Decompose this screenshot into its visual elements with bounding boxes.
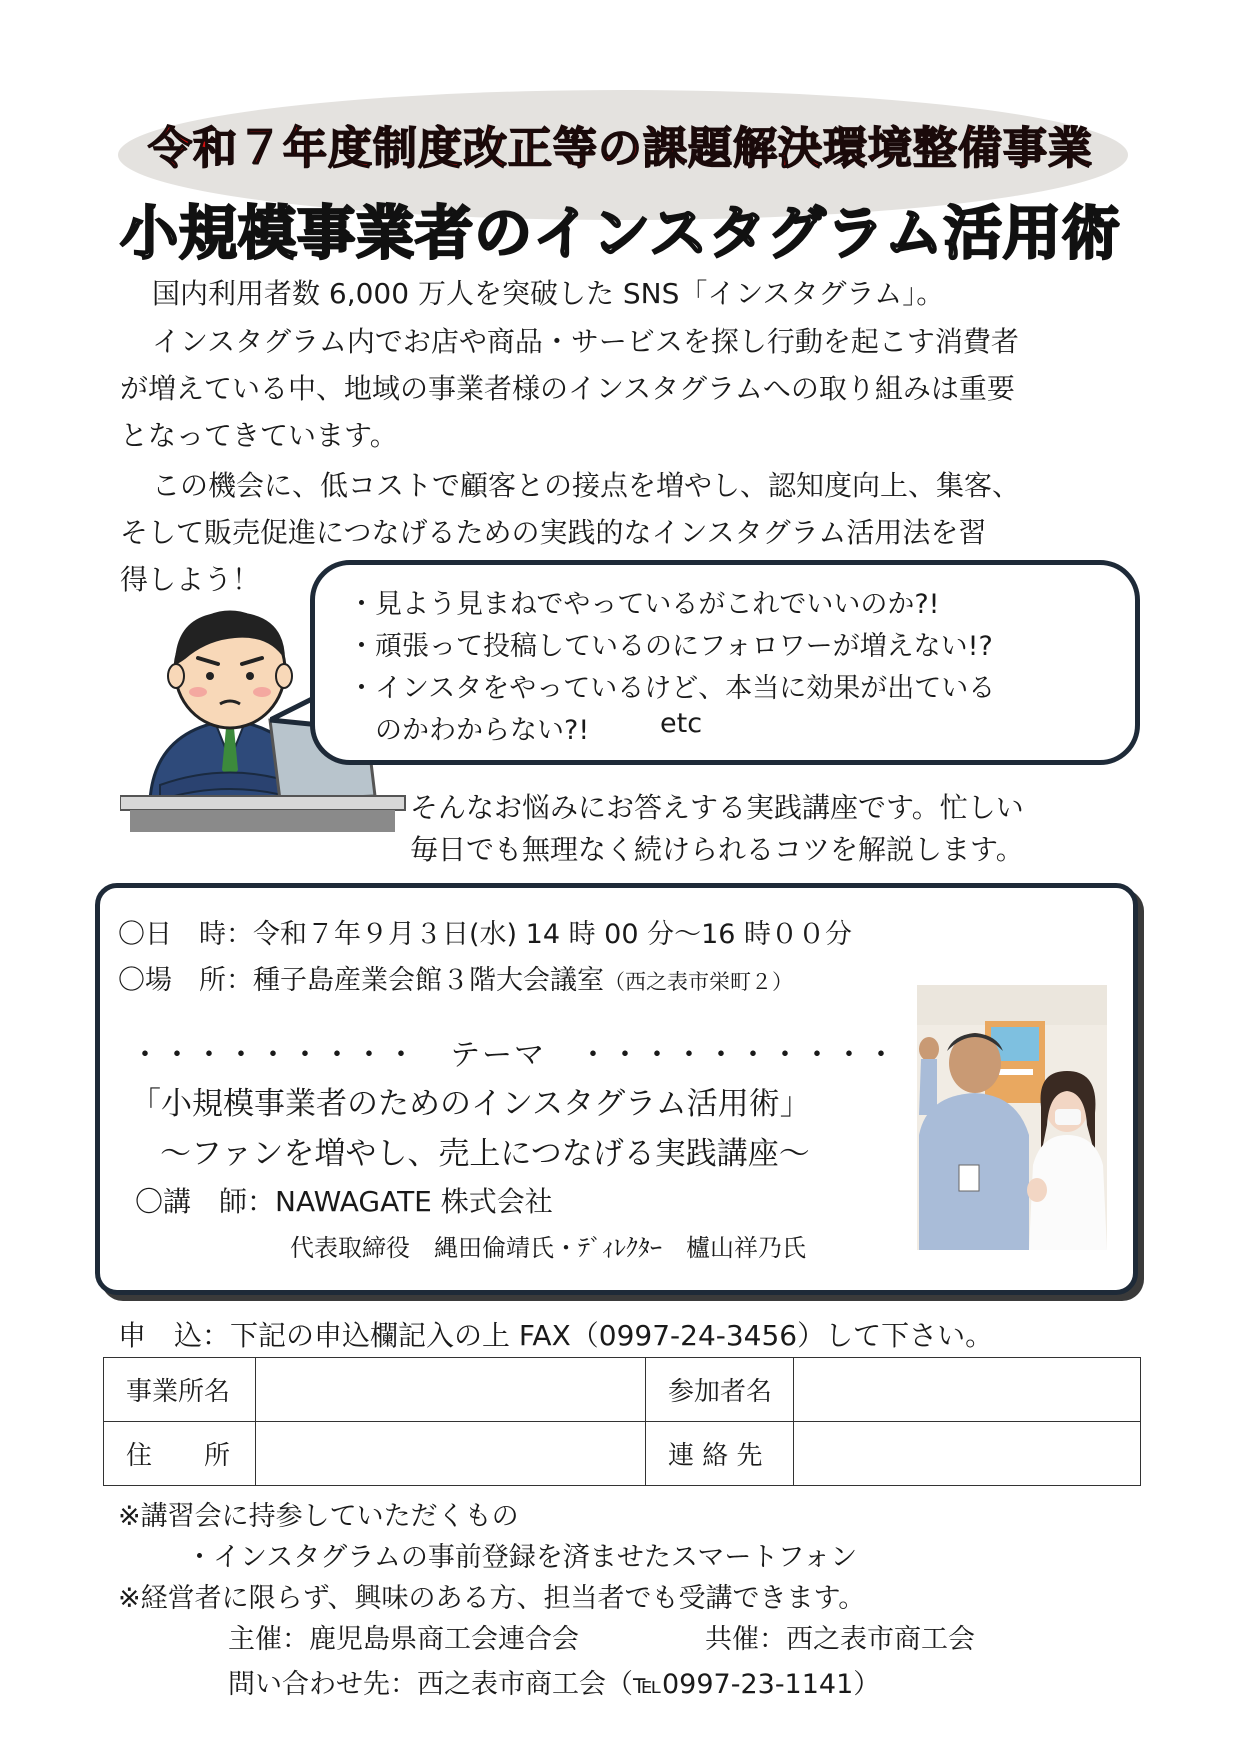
participant-field[interactable] [794, 1358, 1141, 1422]
theme-title: 「小規模事業者のためのインスタグラム活用術」 [130, 1086, 811, 1122]
business-name-label: 事業所名 [104, 1358, 256, 1422]
business-name-field[interactable] [256, 1358, 646, 1422]
contact-label: 連 絡 先 [646, 1422, 794, 1486]
contact-info: 問い合わせ先：西之表市商工会（℡0997-23-1141） [228, 1669, 881, 1700]
items-to-bring-heading: ※講習会に持参していただくもの [118, 1501, 519, 1532]
table-row [104, 1358, 1141, 1422]
venue-address: （西之表市栄町２） [604, 970, 793, 994]
program-subtitle: 令和７年度制度改正等の課題解決環境整備事業 [148, 123, 1093, 174]
intro-paragraph-2-line-1: インスタグラム内でお店や商品・サービスを探し行動を起こす消費者 [152, 325, 1019, 358]
event-date: 〇日 時：令和７年９月３日(水) 14 時 00 分～16 時００分 [118, 919, 853, 950]
lecturer-names: 代表取締役 縄田倫靖氏・ﾃﾞｨﾚｸﾀｰ 櫨山祥乃氏 [290, 1234, 806, 1262]
answer-line-1: そんなお悩みにお答えする実践講座です。忙しい [410, 791, 1024, 824]
concern-item-continued: のかわからない?! [375, 715, 590, 746]
answer-line-2: 毎日でも無理なく続けられるコツを解説します。 [410, 833, 1024, 866]
concern-item: ・見よう見まねでやっているがこれでいいのか?! [348, 589, 940, 620]
concern-item: ・頑張って投稿しているのにフォロワーが増えない!? [348, 631, 993, 662]
concern-item: ・インスタをやっているけど、本当に効果が出ている [348, 673, 996, 704]
address-field[interactable] [256, 1422, 646, 1486]
venue-name: 〇場 所：種子島産業会館３階大会議室 [118, 965, 604, 996]
page-title: 小規模事業者のインスタグラム活用術 [120, 199, 1121, 267]
intro-paragraph-3-line-1: この機会に、低コストで顧客との接点を増やし、認知度向上、集客、 [152, 469, 1021, 502]
contact-field[interactable] [794, 1422, 1141, 1486]
co-host: 共催：西之表市商工会 [705, 1624, 975, 1655]
theme-heading: ・・・・・・・・・ テーマ ・・・・・・・・・・ [130, 1038, 898, 1073]
lecturers-photo [917, 985, 1107, 1250]
concern-etc: etc [660, 708, 703, 739]
items-to-bring-item: ・インスタグラムの事前登録を済ませたスマートフォン [186, 1542, 858, 1573]
participant-label: 参加者名 [646, 1358, 794, 1422]
intro-paragraph-2-line-2: が増えている中、地域の事業者様のインスタグラムへの取り組みは重要 [120, 372, 1015, 405]
lecturer: 〇講 師：NAWAGATE 株式会社 [135, 1185, 553, 1218]
theme-subtitle: ～ファンを増やし、売上につなげる実践講座～ [160, 1136, 810, 1172]
application-instructions: 申 込：下記の申込欄記入の上 FAX（0997-24-3456）して下さい。 [118, 1319, 994, 1352]
address-label: 住 所 [104, 1422, 256, 1486]
application-form [103, 1357, 1141, 1486]
table-row [104, 1422, 1141, 1486]
event-venue [118, 958, 793, 997]
intro-paragraph-1: 国内利用者数 6,000 万人を突破した SNS「インスタグラム」。 [152, 277, 945, 310]
eligibility-note: ※経営者に限らず、興味のある方、担当者でも受講できます。 [118, 1583, 866, 1614]
intro-paragraph-3-line-2: そして販売促進につなげるための実践的なインスタグラム活用法を習 [120, 516, 987, 549]
organizer: 主催：鹿児島県商工会連合会 [228, 1624, 579, 1655]
intro-paragraph-3-line-3: 得しよう！ [120, 563, 261, 596]
intro-paragraph-2-line-3: となってきています。 [120, 419, 398, 452]
